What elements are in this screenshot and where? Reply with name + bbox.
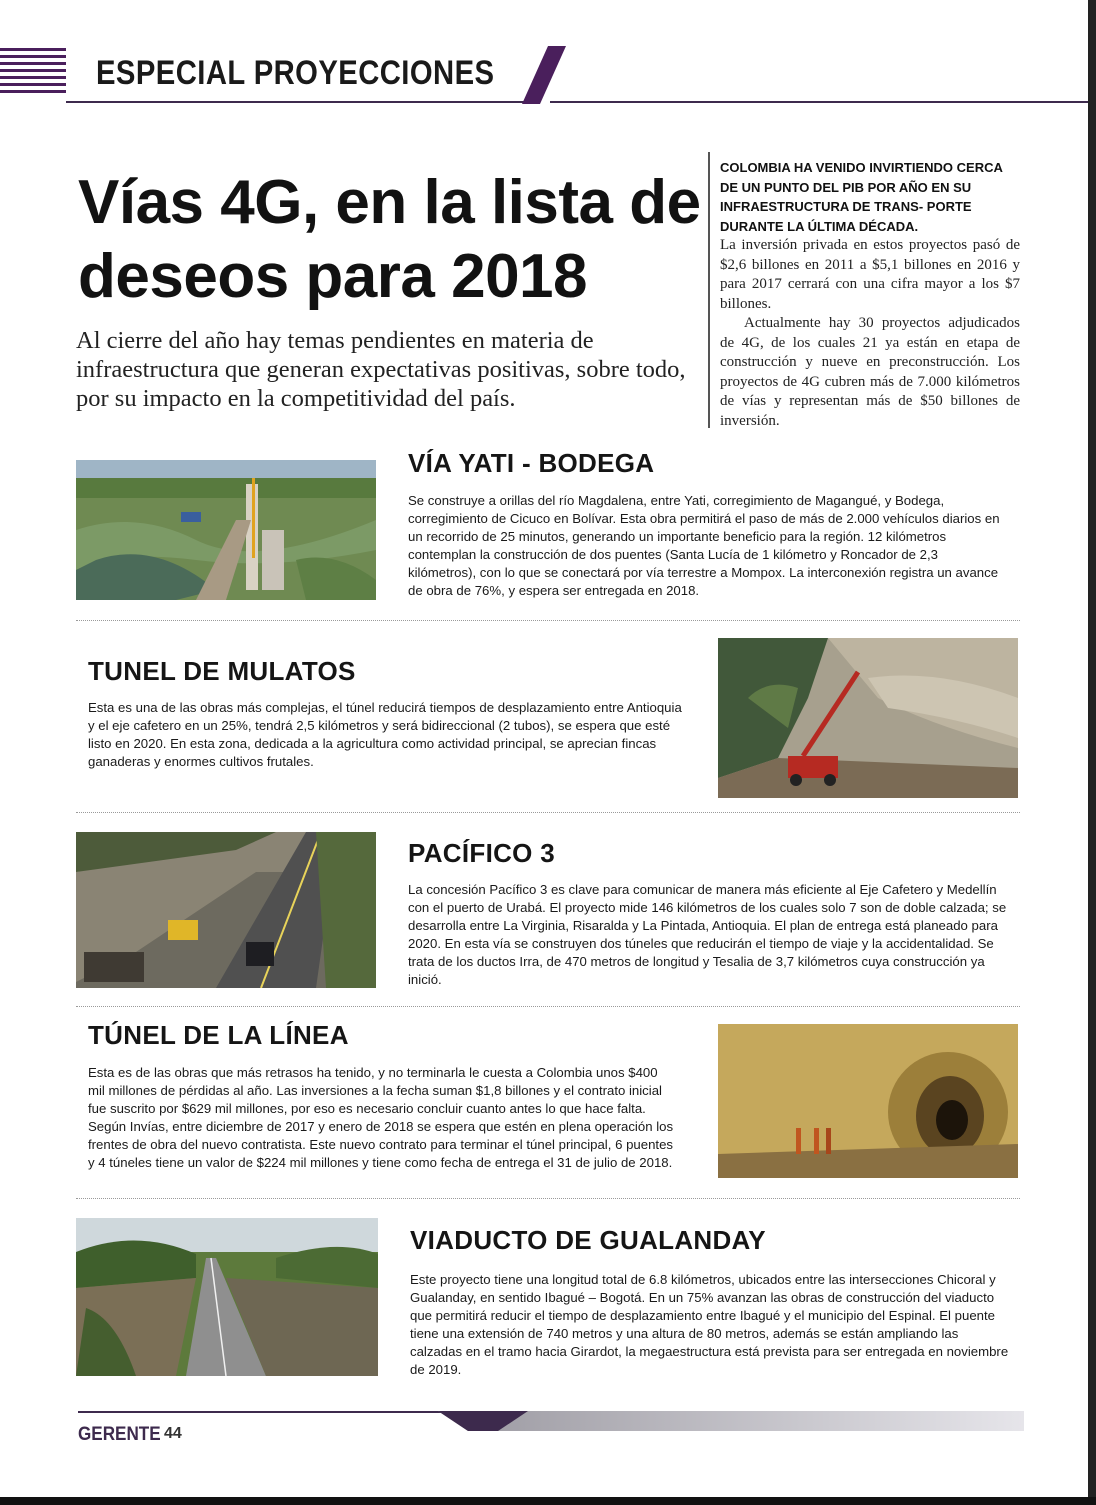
- section-body-tunel-de-mulatos: Esta es una de las obras más complejas, el túnel reducirá tiempos de desplazamiento entre Antioquia y el eje cafetero en un 25%, tendrá 2,5 kilómetros y será bidireccional (2 tubos), se espera que esté listo en 2020. En esta zona, dedicada a la agricultura como actividad principal, se aprecian fincas ganaderas y enormes cultivos frutales.: [88, 700, 682, 769]
- section-title-pacifico-3: PACÍFICO 3: [408, 838, 555, 868]
- section-body-viaducto-de-gualanday: Este proyecto tiene una longitud total de 6.8 kilómetros, ubicados entre las intersecciones Chicoral y Gualanday, en sentido Ibagué – Bogotá. En un 75% avanzan las obras de construcción del viaducto que permitirá reducir el tiempo de desplazamiento entre Ibagué y el municipio del Espinal. El puente tiene una extensión de 740 metros y una altura de 80 metros, además se están ampliando las calzadas en el tramo hacia Girardot, la megaestructura está prevista para ser entregada en noviembre de 2019.: [410, 1272, 1009, 1377]
- footer-band: [438, 1411, 1024, 1431]
- header-stripes: [0, 48, 66, 100]
- footer-brand: GERENTE: [78, 1424, 161, 1445]
- section-divider: [76, 1198, 1020, 1199]
- sidebar-lead: COLOMBIA HA VENIDO INVIRTIENDO CERCA DE UN PUNTO DEL PIB POR AÑO EN SU INFRAESTRUCTURA DE TRANS- PORTE DURANTE LA ÚLTIMA DÉCADA.: [720, 160, 1003, 234]
- section-body-tunel-de-la-linea: Esta es de las obras que más retrasos ha tenido, y no terminarla le cuesta a Colombia unos $400 mil millones de pérdidas al año. Las inversiones a la fecha suman $1,8 billones y el contrato inicial fue suscrito por $629 mil millones, por eso es necesario concluir cuanto antes lo que hace falta. Según Invías, entre diciembre de 2017 y enero de 2018 se espera que estén en plena operación los frentes de obra del nuevo contratista. Este nuevo contrato para terminar el túnel principal, 6 puentes y 4 túneles tiene un valor de $224 mil millones y tiene como fecha de entrega el 31 de julio de 2018.: [88, 1065, 674, 1170]
- photo-via-yati-bodega: [76, 460, 376, 600]
- scan-edge-bottom: [0, 1497, 1096, 1505]
- article-intro: Al cierre del año hay temas pendientes en materia de infraestructura que generan expectativas positivas, sobre todo, por su impacto en la competitividad del país.: [76, 327, 686, 412]
- scan-edge-right: [1088, 0, 1096, 1505]
- sidebar-paragraph-1: La inversión privada en estos proyectos pasó de $2,6 billones en 2011 a $5,1 billones en 2016 y para 2017 cerrará con una cifra mayor a los $7 billones.: [720, 237, 1020, 312]
- photo-tunel-de-la-linea: [718, 1024, 1018, 1178]
- section-title-tunel-de-la-linea: TÚNEL DE LA LÍNEA: [88, 1020, 349, 1050]
- section-body-via-yati-bodega: Se construye a orillas del río Magdalena, entre Yati, corregimiento de Magangué, y Bodega, corregimiento de Cicuco en Bolívar. Esta obra permitirá el paso de más de 2.000 vehículos diarios en un recorrido de 25 minutos, generando un importante beneficio para la región. 12 kilómetros contemplan la construcción de dos puentes (Santa Lucía de 1 kilómetro y Roncador de 2,3 kilómetros), con lo que se conectará por vía terrestre a Mompox. La interconexión registra un avance de obra de 76%, y espera ser entregada en 2018.: [408, 493, 1000, 598]
- section-title-via-yati-bodega: VÍA YATI - BODEGA: [408, 448, 655, 478]
- sidebar-paragraph-2: Actualmente hay 30 proyectos adjudicados de 4G, de los cuales 21 ya están en etapa de construcción y nueve en preconstrucción. Los proyectos de 4G cubren más de 7.000 kilómetros de vías y representan más de $50 billones de inversión.: [720, 315, 1020, 429]
- section-divider: [76, 620, 1020, 621]
- photo-pacifico-3: [76, 832, 376, 988]
- footer-rule: [78, 1411, 478, 1413]
- section-title-tunel-de-mulatos: TUNEL DE MULATOS: [88, 656, 356, 686]
- section-divider: [76, 1006, 1020, 1007]
- photo-tunel-de-mulatos: [718, 638, 1018, 798]
- header-rule-left: [66, 101, 536, 103]
- section-divider: [76, 812, 1020, 813]
- section-body-pacifico-3: La concesión Pacífico 3 es clave para comunicar de manera más eficiente al Eje Cafetero y Medellín con el puerto de Urabá. El proyecto mide 146 kilómetros de los cuales solo 7 son de doble calzada; se desarrolla entre La Virginia, Risaralda y La Pintada, Antioquia. El plan de entrega está planeado para 2020. En esta vía se construyen dos túneles que reducirán el tiempo de viaje y la accidentalidad. Se trata de los ductos Irra, de 470 metros de longitud y Tesalia de 3,7 kilómetros cuya construcción ya inició.: [408, 882, 1007, 987]
- article-title: Vías 4G, en la lista de deseos para 2018: [78, 168, 701, 311]
- sidebar-box: [708, 152, 1020, 428]
- page-number: 44: [164, 1425, 182, 1442]
- header-rule: [550, 101, 1090, 103]
- section-label: ESPECIAL PROYECCIONES: [96, 54, 495, 92]
- photo-viaducto-de-gualanday: [76, 1218, 378, 1376]
- section-title-viaducto-de-gualanday: VIADUCTO DE GUALANDAY: [410, 1225, 766, 1255]
- header-slash-decoration: [522, 46, 566, 104]
